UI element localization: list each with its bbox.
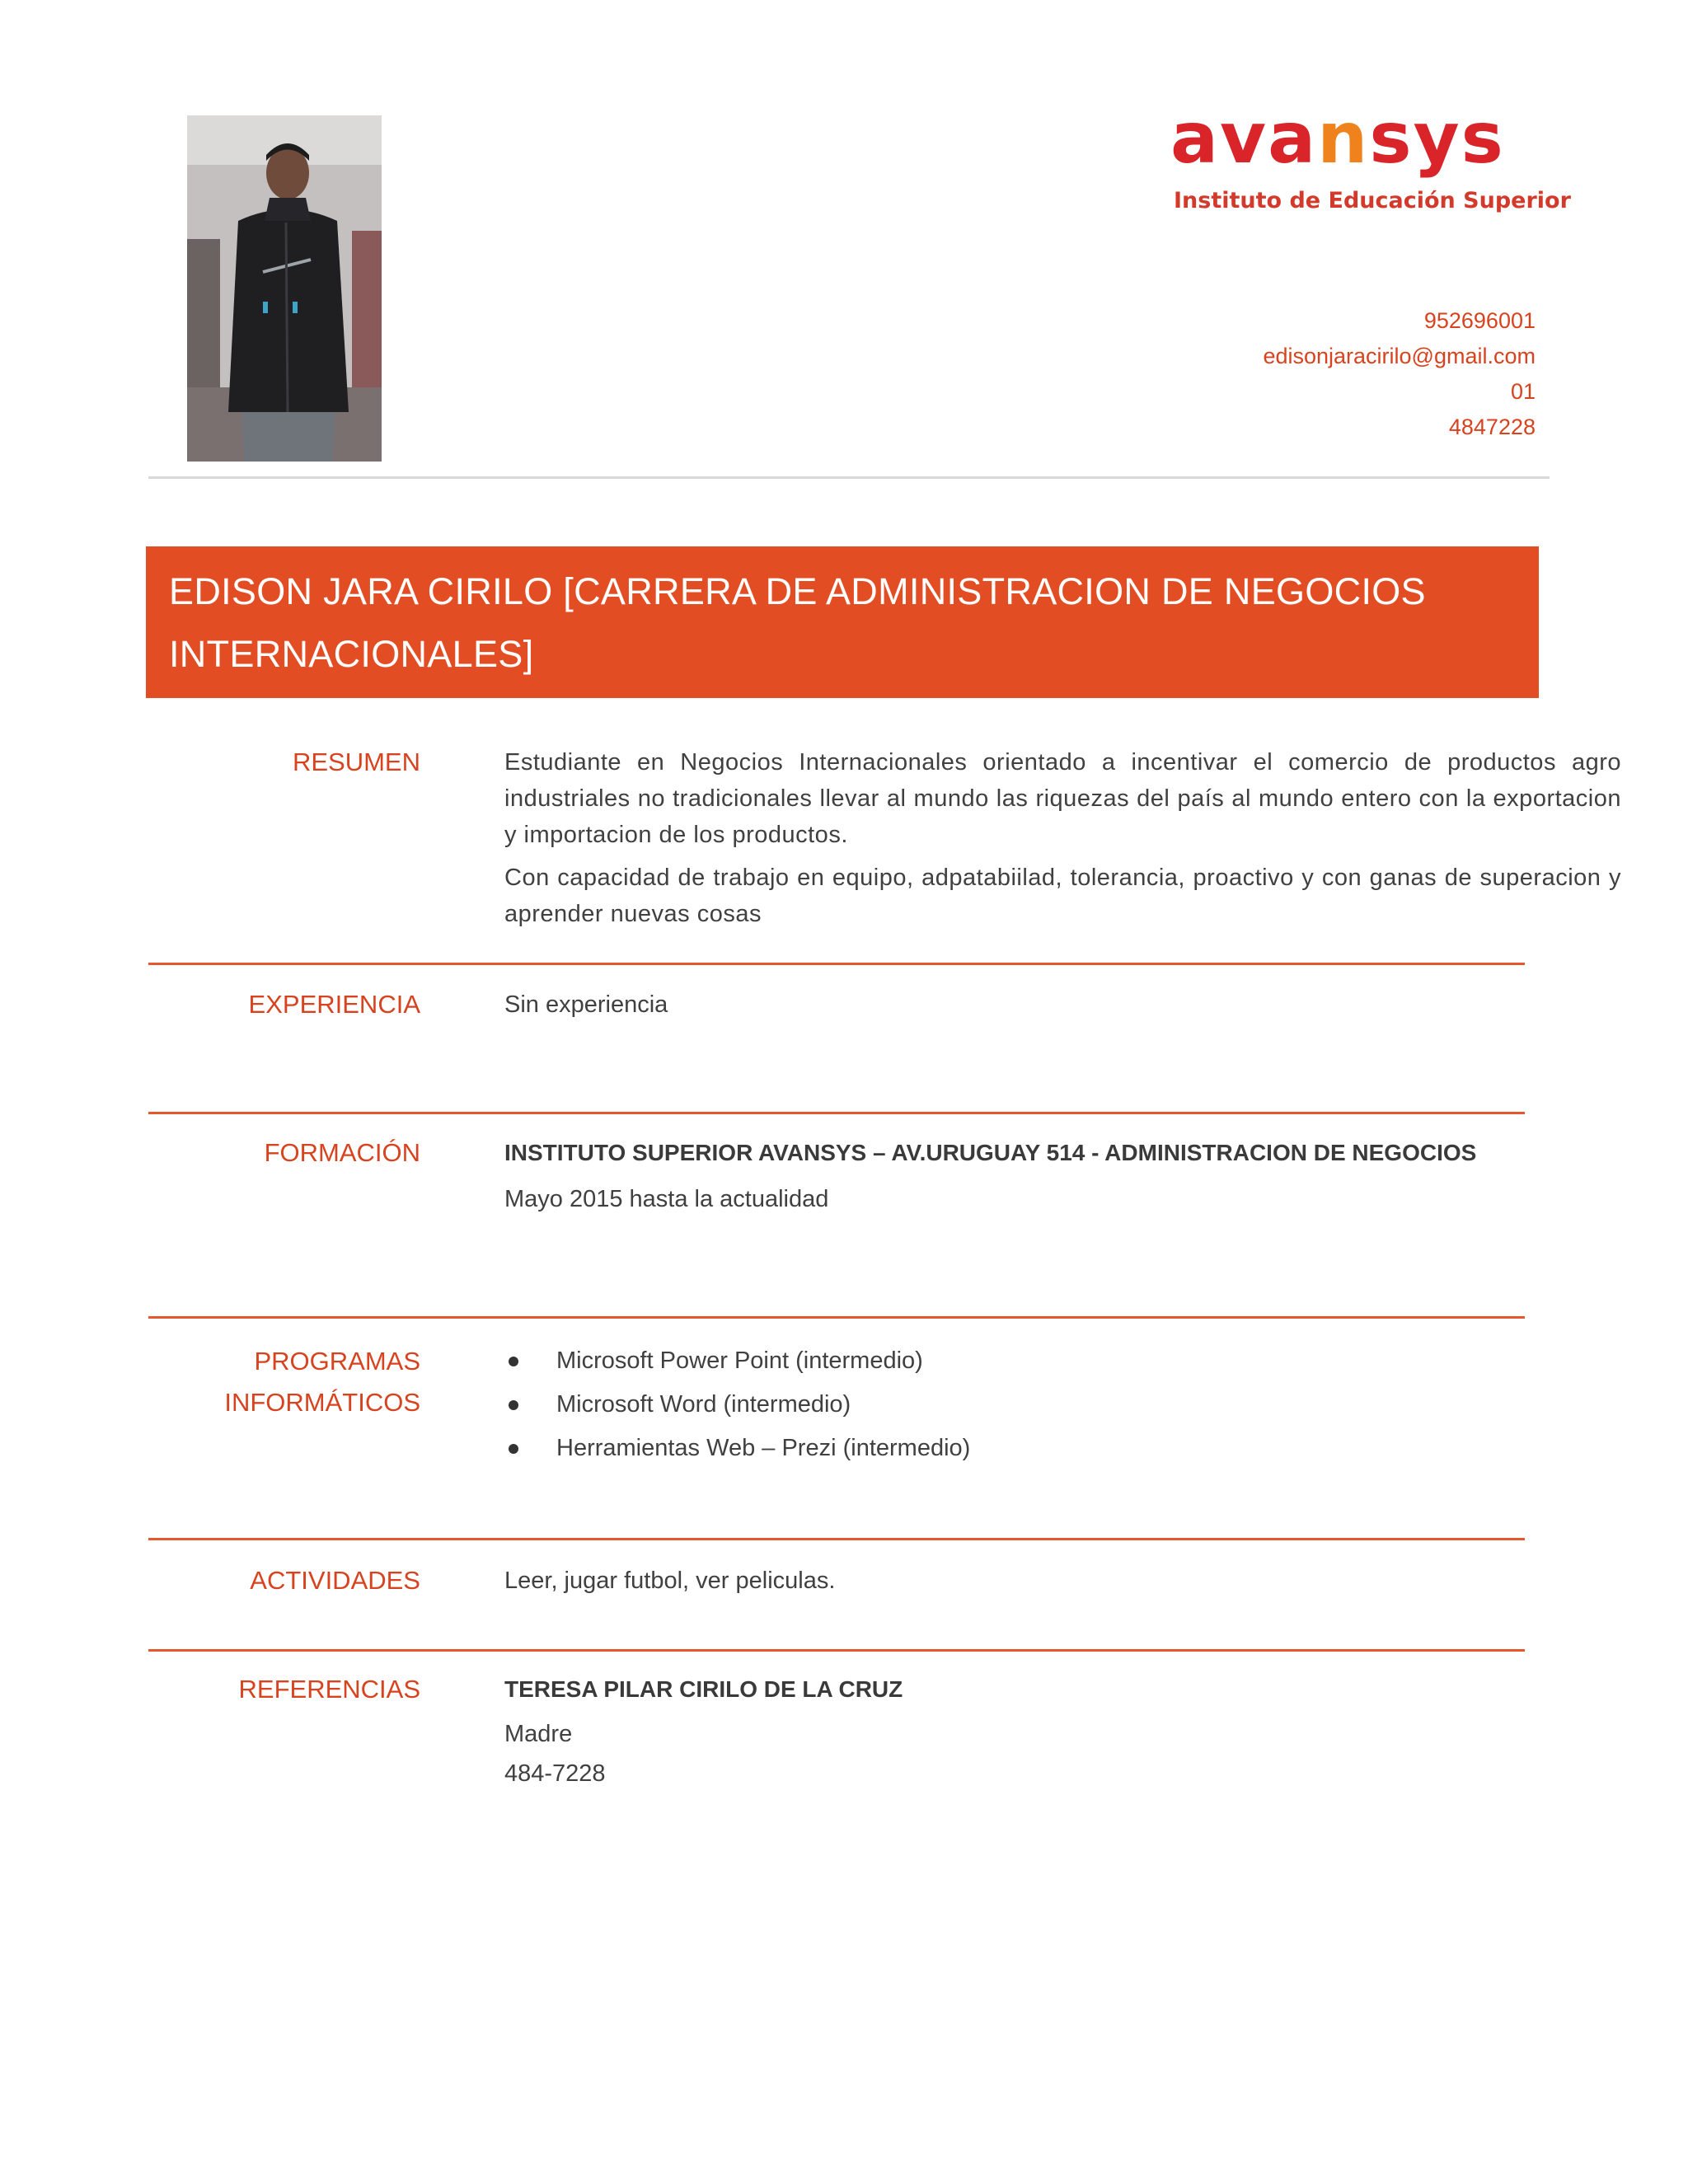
section-label-programas bbox=[148, 1341, 420, 1423]
section-label-referencias: REFERENCIAS bbox=[238, 1675, 420, 1704]
reference-relation: Madre bbox=[504, 1721, 573, 1747]
program-item-label: Microsoft Word (intermedio) bbox=[556, 1391, 851, 1418]
contact-line4: 4847228 bbox=[1448, 415, 1536, 439]
section-divider bbox=[148, 1538, 1525, 1540]
bullet-icon bbox=[509, 1357, 518, 1366]
contact-line3: 01 bbox=[1510, 379, 1536, 404]
formacion-body bbox=[504, 1135, 1621, 1217]
section-resumen bbox=[148, 742, 1621, 940]
list-item bbox=[504, 1427, 1621, 1470]
section-programas bbox=[148, 1341, 1525, 1522]
section-label-programas-line2: INFORMÁTICOS bbox=[224, 1388, 420, 1417]
person-photo-illustration bbox=[187, 115, 382, 462]
bullet-icon bbox=[509, 1400, 518, 1410]
logo-word-part2: n bbox=[1317, 97, 1370, 180]
section-actividades bbox=[148, 1560, 1525, 1634]
section-divider bbox=[148, 1112, 1525, 1114]
profile-photo bbox=[187, 115, 382, 462]
reference-name: TERESA PILAR CIRILO DE LA CRUZ bbox=[504, 1676, 903, 1702]
program-item-label: Herramientas Web – Prezi (intermedio) bbox=[556, 1435, 971, 1461]
program-item-label: Microsoft Power Point (intermedio) bbox=[556, 1347, 923, 1374]
section-formacion bbox=[148, 1132, 1525, 1297]
section-experiencia bbox=[148, 984, 1525, 1083]
reference-phone: 484-7228 bbox=[504, 1760, 606, 1787]
formacion-institution: INSTITUTO SUPERIOR AVANSYS – AV.URUGUAY 514 - ADMINISTRACION DE NEGOCIOS bbox=[504, 1140, 1477, 1165]
section-label-programas-line1: PROGRAMAS bbox=[254, 1347, 420, 1376]
contact-phone: 952696001 bbox=[1423, 308, 1536, 333]
logo-word-part3: sys bbox=[1369, 97, 1505, 180]
resumen-body bbox=[504, 744, 1621, 932]
logo-subtitle: Instituto de Educación Superior bbox=[1174, 188, 1571, 213]
resumen-paragraph-1: Estudiante en Negocios Internacionales orientado a incentivar el comercio de productos agro industriales no tradicionales llevar al mundo las riquezas del país al mundo entero con la exportacion y importacion de los productos. bbox=[504, 749, 1621, 848]
header-divider bbox=[148, 476, 1550, 479]
bullet-icon bbox=[509, 1444, 518, 1454]
formacion-period: Mayo 2015 hasta la actualidad bbox=[504, 1186, 829, 1212]
title-band bbox=[146, 546, 1539, 698]
logo-wordmark bbox=[1170, 99, 1505, 178]
section-divider bbox=[148, 1649, 1525, 1652]
section-label-resumen: RESUMEN bbox=[292, 748, 420, 776]
contact-email[interactable]: edisonjaracirilo@gmail.com bbox=[1263, 344, 1536, 368]
programas-body bbox=[504, 1339, 1621, 1470]
programas-list bbox=[504, 1339, 1621, 1470]
actividades-text: Leer, jugar futbol, ver peliculas. bbox=[504, 1568, 836, 1594]
section-label-experiencia: EXPERIENCIA bbox=[248, 990, 420, 1019]
referencias-body bbox=[504, 1671, 1621, 1792]
contact-block bbox=[1263, 303, 1536, 445]
experiencia-text: Sin experiencia bbox=[504, 991, 668, 1018]
cv-title: EDISON JARA CIRILO [CARRERA DE ADMINISTRACION DE NEGOCIOS INTERNACIONALES] bbox=[169, 570, 1426, 675]
section-divider bbox=[148, 963, 1525, 965]
logo-word-part1: ava bbox=[1170, 97, 1318, 180]
section-referencias bbox=[148, 1669, 1525, 1834]
list-item bbox=[504, 1339, 1621, 1383]
list-item bbox=[504, 1383, 1621, 1427]
resumen-paragraph-2: Con capacidad de trabajo en equipo, adpatabiilad, tolerancia, proactivo y con ganas de superacion y aprender nuevas cosas bbox=[504, 865, 1621, 927]
section-label-formacion: FORMACIÓN bbox=[264, 1138, 420, 1167]
avansys-logo bbox=[1170, 97, 1571, 223]
section-divider bbox=[148, 1316, 1525, 1319]
section-label-actividades: ACTIVIDADES bbox=[250, 1566, 420, 1595]
